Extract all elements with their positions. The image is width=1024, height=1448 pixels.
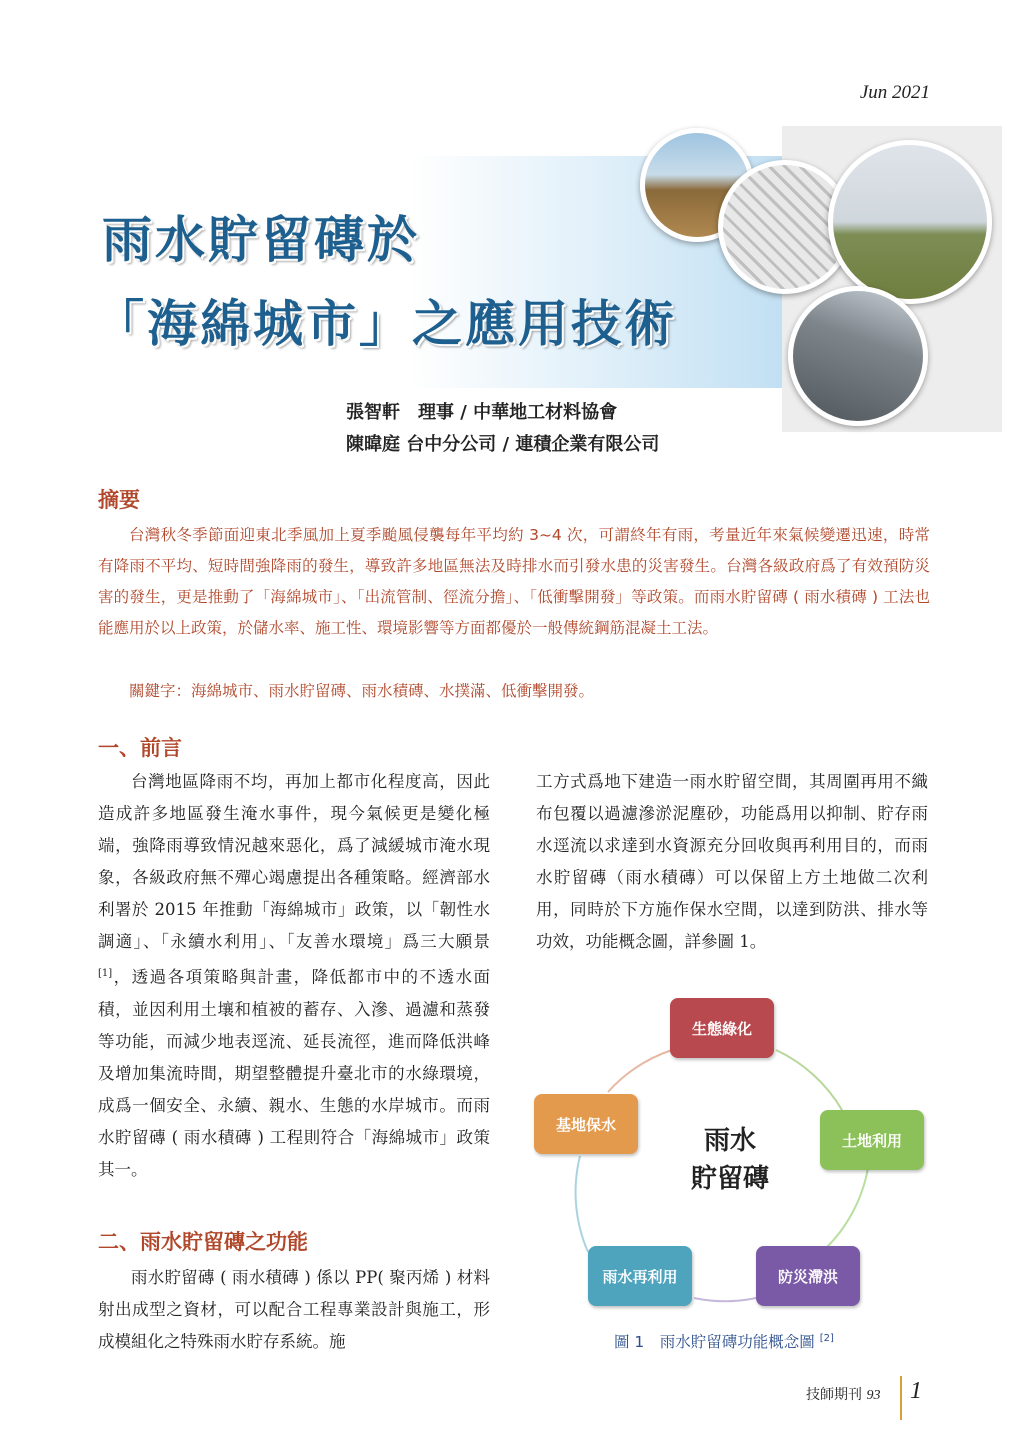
section-2-paragraph: 雨水貯留磚 ( 雨水積磚 ) 係以 PP( 聚丙烯 ) 材料射出成型之資材，可以配合工程專業設計與施工，形成模組化之特殊雨水貯存系統。施 xyxy=(98,1268,490,1351)
abstract-heading: 摘要 xyxy=(98,488,140,512)
section-1-text-b: ，透過各項策略與計畫，降低都市中的不透水面積，並因利用土壤和植被的蓄存、入滲、過濾和蒸發等功能，而減少地表逕流、延長流徑，進而降低洪峰及增加集流時間，期望整體提升臺北市的水綠環境，成爲一個安全、永續、親水、生態的水岸城市。而雨水貯留磚 ( 雨水積磚 ) 工程則符合「海綿城市」政策其一。 xyxy=(98,967,490,1179)
footer-divider xyxy=(900,1376,902,1420)
reference-1: [1] xyxy=(98,968,113,979)
field-site-photo xyxy=(828,140,992,304)
keywords: 關鍵字：海綿城市、雨水貯留磚、雨水積磚、水撲滿、低衝擊開發。 xyxy=(129,682,595,700)
node-flood-detention: 防災滯洪 xyxy=(756,1246,860,1306)
section-1-heading: 一、前言 xyxy=(98,736,182,760)
center-label-line-1: 雨水 xyxy=(703,1126,756,1156)
function-concept-diagram xyxy=(530,992,930,1322)
author-2: 陳暐庭 台中分公司 / 連積企業有限公司 xyxy=(346,434,660,455)
node-site-water-retention: 基地保水 xyxy=(534,1094,638,1154)
section-1-text-a: 台灣地區降雨不均，再加上都市化程度高，因此造成許多地區發生淹水事件，現今氣候更是變化極端，強降雨導致情況越來惡化，爲了減緩城市淹水現象，各級政府無不殫心竭慮提出各種策略。經濟部水利署於 2015 年推動「海綿城市」政策，以「韌性水調適」、「永續水利用」、「友善水環境」爲三大願景 xyxy=(98,772,490,951)
abstract-text: 台灣秋冬季節面迎東北季風加上夏季颱風侵襲每年平均約 3~4 次，可謂終年有雨，考量近年來氣候變遷迅速，時常有降雨不平均、短時間強降雨的發生，導致許多地區無法及時排水而引發水患的災害發生。台灣各級政府爲了有效預防災害的發生，更是推動了「海綿城市」、「出流管制、徑流分擔」、「低衝擊開發」等政策。而雨水貯留磚 ( 雨水積磚 ) 工法也能應用於以上政策，於儲水率、施工性、環境影響等方面都優於一般傳統鋼筋混凝土工法。 xyxy=(98,526,930,637)
node-land-use: 土地利用 xyxy=(820,1110,924,1170)
journal-issue: 93 xyxy=(866,1388,881,1403)
node-ecological-greening: 生態綠化 xyxy=(670,998,774,1058)
journal-title: 技師期刊 xyxy=(806,1387,862,1403)
section-1-paragraph xyxy=(98,766,490,1186)
section-2-heading: 二、雨水貯留磚之功能 xyxy=(98,1230,308,1254)
figure-1-caption xyxy=(614,1330,834,1352)
diagram-center-label xyxy=(668,1122,792,1198)
title-line-2: 「海綿城市」之應用技術 xyxy=(94,295,677,353)
page-number: 1 xyxy=(910,1378,922,1404)
module-wall-photo xyxy=(788,286,928,426)
center-label-line-2: 貯留磚 xyxy=(690,1164,769,1194)
issue-date: Jun 2021 xyxy=(859,82,930,103)
section-2-continued-paragraph: 工方式爲地下建造一雨水貯留空間，其周圍再用不織布包覆以過濾滲淤泥塵砂，功能爲用以抑制、貯存雨水逕流以求達到水資源充分回收與再利用目的，而雨水貯留磚（雨水積磚）可以保留上方土地做二次利用，同時於下方施作保水空間，以達到防洪、排水等功效，功能概念圖，詳參圖 1。 xyxy=(536,772,928,951)
journal-name xyxy=(806,1384,880,1404)
figure-caption-text: 圖 1 雨水貯留磚功能概念圖 xyxy=(614,1333,815,1351)
node-rainwater-reuse: 雨水再利用 xyxy=(588,1246,692,1306)
reference-2: [2] xyxy=(819,1332,834,1344)
author-1: 張智軒 理事 / 中華地工材料協會 xyxy=(346,402,618,423)
title-line-1: 雨水貯留磚於 xyxy=(102,211,420,269)
